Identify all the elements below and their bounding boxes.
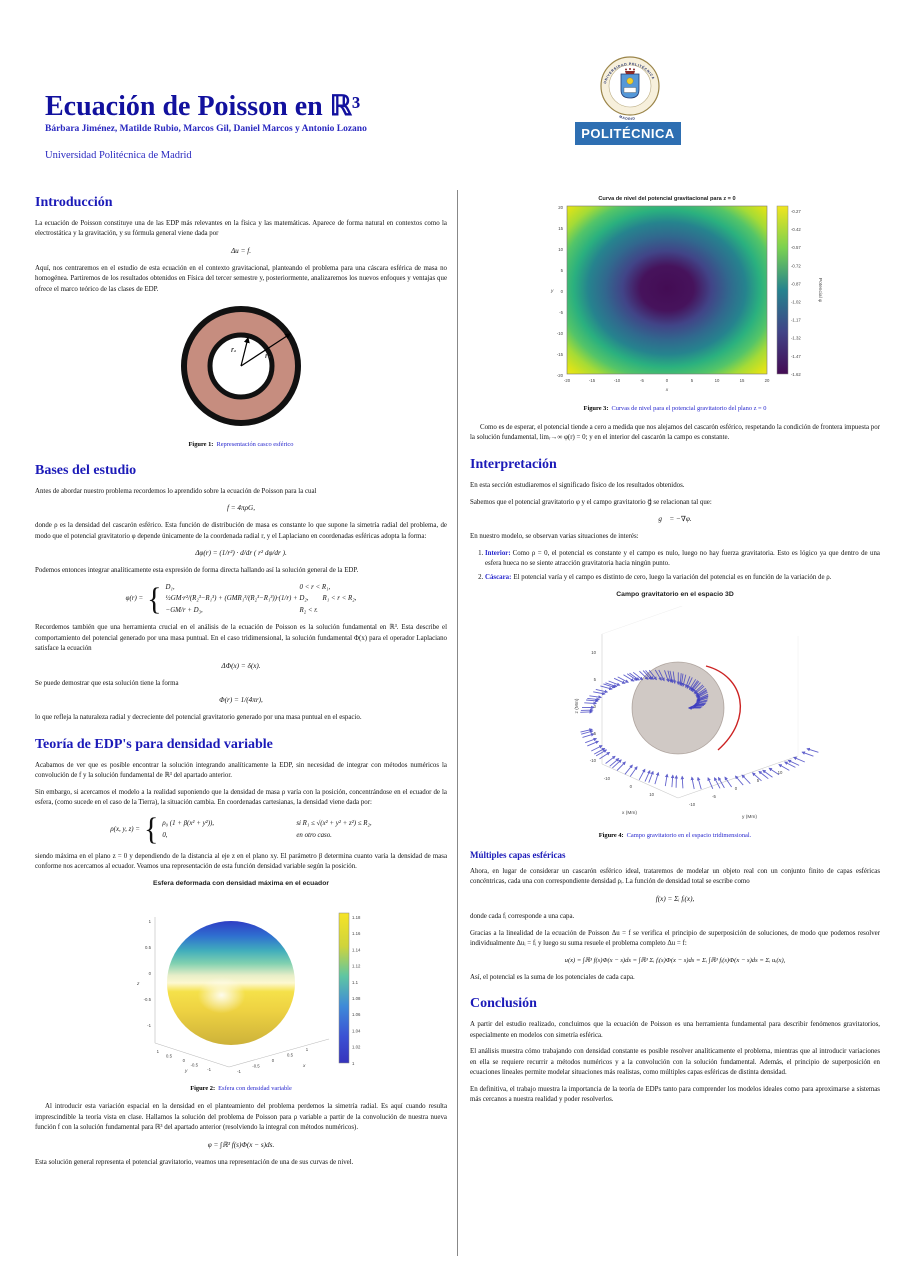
equation-sum-density: f(x) = Σᵢ fᵢ(x), — [655, 895, 695, 904]
interp-paragraph-2: Sabemos que el potencial gravitatorio φ y el campo gravitatorio g⃗ se relacionan tal que: — [470, 498, 712, 506]
equation-convolution: φ = ∫ℝ³ f(s)Φ(x − s)ds. — [207, 1140, 275, 1149]
column-divider — [457, 190, 458, 1256]
section-interpretacion: Interpretación — [470, 456, 557, 472]
svg-text:15: 15 — [739, 378, 745, 383]
svg-text:1: 1 — [352, 1061, 355, 1067]
x-axis-ticks — [564, 378, 770, 383]
svg-text:10: 10 — [777, 770, 783, 776]
svg-text:20: 20 — [558, 205, 563, 210]
x-axis-label: x — [665, 388, 669, 393]
svg-text:10: 10 — [558, 247, 563, 252]
interp-paragraph-0: Como es de esperar, el potencial tiende a cero a medida que nos alejamos del cascarón esférico, respetando la condición de frontera impuesta por la solución fundamental, limᵣ→∞ φ(r) = 0; y en el interior del cascarón la campo es constante. — [470, 423, 880, 442]
svg-text:-0.5: -0.5 — [190, 1062, 198, 1068]
conclusion-paragraph-1: A partir del estudio realizado, concluimos que la ecuación de Poisson es una herramienta fundamental para describir fenómenos gravitatorios, especialmente en modelos con simetría esférica. — [470, 1021, 880, 1039]
svg-text:-5: -5 — [559, 310, 563, 315]
equation-poisson: Δu = f. — [230, 247, 252, 256]
colorbar-label: Potencial φ — [817, 277, 822, 303]
svg-text:-1.62: -1.62 — [791, 371, 801, 377]
svg-text:0: 0 — [271, 1058, 275, 1064]
svg-text:10: 10 — [649, 792, 654, 798]
svg-text:-1.47: -1.47 — [791, 353, 801, 359]
conclusion-paragraph-3: En definitiva, el trabajo muestra la importancia de la teoría de EDPs tanto para comprender los modelos ideales como para aproximarse a sistemas más cercanos a nuestra realidad y poder resolverlos. — [470, 1085, 880, 1104]
svg-text:5: 5 — [756, 778, 760, 784]
figure-4 — [470, 606, 880, 828]
svg-text:MADRID — [619, 115, 636, 122]
svg-text:5: 5 — [560, 268, 563, 273]
intro-paragraph-2: Aquí, nos centraremos en el estudio de esta ecuación en el contexto gravitacional, planteando el problema para una cáscara esférica de masa no homogénea. Partiremos de los resultados obtenidos en Física del tercer semestre y, posteriormente, analizaremos los nuevos enfoques y ventajas que ofrece el marco teórico de las clases de EDP. — [35, 265, 447, 293]
sphere-density-plot — [111, 895, 371, 1077]
svg-text:0: 0 — [182, 1058, 185, 1064]
conclusion-paragraph-2: El análisis muestra cómo trabajando con densidad constante es posible resolver analíticamente el problema, mientras que al introducir variaciones en ella se requiere recurrir a métodos numéricos y a la convolución con la solución fundamental. Además, el principio de superposición en ecuaciones lineales permite modelar situaciones más realistas, como múltiples capas esféricas de distinta densidad. — [470, 1048, 880, 1077]
svg-text:-0.5: -0.5 — [143, 997, 151, 1003]
bases-paragraph-4: Recordemos también que una herramienta crucial en el análisis de la ecuación de Poisson es la solución fundamental en ℝ³. Esta describe el comportamiento del potencial generado por una masa puntual. En el caso tridimensional, la solución fundamental Φ(x) para el operador Laplaciano satisface la ecuación — [35, 624, 447, 652]
authors-line: Bárbara Jiménez, Matilde Rubio, Marcos Gil, Daniel Marcos y Antonio Lozano — [45, 124, 367, 135]
x-axis-ticks — [604, 776, 655, 797]
svg-text:0: 0 — [629, 784, 632, 790]
page-title: Ecuación de Poisson en ℝ³ — [45, 91, 361, 122]
svg-text:0.5: 0.5 — [166, 1053, 172, 1059]
gravity-field-plot — [510, 606, 840, 824]
svg-text:-0.72: -0.72 — [791, 263, 801, 269]
figure-3-caption: Figure 3: Curvas de nivel para el potencial gravitatorio del plano z = 0 — [583, 405, 767, 413]
teoria-paragraph-2: Sin embargo, si acercamos el modelo a la realidad suponiendo que la densidad de masa ρ varía con la posición, concentrándose en el ecuador de la esfera, (como sucede en el caso de la Tierra), la situación cambia. En coordenadas cartesianas, la densidad viene dada por: — [35, 788, 447, 807]
section-conclusion: Conclusión — [470, 996, 537, 1012]
teoria-paragraph-3: siendo máxima en el plano z = 0 y dependiendo de la distancia al eje z en el plano xy. El parámetro β determina cuanto varía la densidad de masa conforme nos acercamos al ecuador. Veamos una representación de esta función densidad variable según la posición. — [35, 853, 447, 871]
seal-top-text: UNIVERSIDAD POLITÉCNICA — [602, 61, 656, 85]
equation-f-4pirhoG: f = 4πρG, — [226, 504, 256, 513]
equation-laplacian-spherical: Δφ(r) = (1/r²) · d/dr ( r² dφ/dr ). — [195, 549, 287, 558]
svg-text:-10: -10 — [556, 331, 563, 336]
svg-text:1.08: 1.08 — [352, 996, 361, 1002]
colorbar — [777, 206, 788, 374]
svg-text:5: 5 — [690, 378, 694, 383]
multiples-paragraph-1: Ahora, en lugar de considerar un cascarón esférico ideal, trataremos de modelar un objeto real con un conjunto finito de capas esféricas concéntricas, cada una con correspondiente densidad ρᵢ. La función de densidad total se escribe como — [470, 867, 880, 886]
svg-text:0: 0 — [560, 289, 563, 294]
svg-text:1.12: 1.12 — [352, 964, 361, 970]
svg-text:-0.42: -0.42 — [791, 227, 801, 233]
bases-paragraph-1: Antes de abordar nuestro problema recordemos lo aprendido sobre la ecuación de Poisson para la cual — [35, 487, 317, 495]
section-introduccion: Introducción — [35, 195, 113, 210]
svg-text:1: 1 — [305, 1047, 309, 1053]
figure-2 — [35, 895, 447, 1081]
figure-2-title: Esfera deformada con densidad máxima en el ecuador — [152, 880, 330, 888]
teoria-paragraph-1: Acabamos de ver que es posible encontrar la solución integrando analíticamente la EDP, sin necesidad de integrar con métodos numéricos la convolución de f y la solución fundamental de ℝ³ del apartado anterior. — [35, 761, 447, 779]
right-column — [470, 190, 880, 1112]
svg-text:20: 20 — [764, 378, 770, 383]
r2-label: r₂ — [265, 352, 271, 360]
interp-paragraph-3: En nuestro modelo, se observan varias situaciones de interés: — [470, 533, 639, 541]
svg-text:0.5: 0.5 — [287, 1052, 293, 1058]
shell-diagram — [151, 302, 331, 434]
figure-3 — [470, 190, 880, 402]
svg-text:-10: -10 — [688, 802, 696, 808]
svg-text:-10: -10 — [603, 776, 610, 782]
contour-field — [567, 206, 767, 374]
figure-2-caption: Figure 2: Esfera con densidad variable — [190, 1084, 292, 1092]
postfig2-paragraph-2: Esta solución general representa el potencial gravitatorio, veamos una representación de una de sus curvas de nivel. — [35, 1158, 354, 1166]
svg-text:1.18: 1.18 — [352, 915, 361, 921]
interp-list — [485, 549, 880, 583]
postfig2-paragraph-1: Al introducir esta variación espacial en la densidad en el planteamiento del problema perdemos la simetría radial. Es aquí cuando resulta imprescindible la teoría vista en clase. Hallamos la solución del problema de Poisson para ρ variable a partir de la convolución de nuestra nueva función f con la solución fundamental para ℝ³ del apartado anterior (resolviendo la integral con métodos numéricos). — [35, 1103, 447, 1132]
y-axis-ticks — [689, 770, 783, 807]
interp-paragraph-1: En esta sección estudiaremos el significado físico de los resultados obtenidos. — [470, 481, 685, 489]
z-axis-ticks — [144, 919, 152, 1028]
section-multiples-capas: Múltiples capas esféricas — [470, 850, 566, 861]
svg-text:-1: -1 — [207, 1067, 211, 1073]
z-axis-ticks — [590, 650, 597, 763]
equation-gradient: g⃗ = −∇φ. — [658, 515, 692, 524]
svg-text:-10: -10 — [613, 378, 621, 383]
section-bases: Bases del estudio — [35, 462, 137, 478]
svg-text:-5: -5 — [592, 731, 596, 737]
svg-text:1: 1 — [148, 919, 151, 925]
svg-text:-1.32: -1.32 — [791, 335, 801, 341]
svg-text:1.02: 1.02 — [352, 1045, 361, 1051]
svg-text:1.1: 1.1 — [352, 980, 358, 986]
multiples-paragraph-3: Gracias a la linealidad de la ecuación de Poisson Δu = f se verifica el principio de superposición de soluciones, de modo que podemos resolver individualmente Δuᵢ = fᵢ y luego su suma resuele el problema completo Δu = f: — [470, 929, 880, 948]
svg-text:-0.27: -0.27 — [791, 209, 801, 214]
svg-text:-1: -1 — [237, 1069, 241, 1075]
colorbar-ticks — [352, 915, 361, 1066]
x-axis-label: x — [303, 1064, 306, 1070]
svg-text:-0.57: -0.57 — [791, 245, 801, 251]
equation-delta-dirac: ΔΦ(x) = δ(x). — [221, 661, 261, 670]
figure-4-title: Campo gravitatorio en el espacio 3D — [616, 591, 734, 599]
svg-text:-1.02: -1.02 — [791, 299, 801, 305]
bases-paragraph-6: lo que refleja la naturaleza radial y decreciente del potencial gravitatorio generado por una masa puntual en el espacio. — [35, 714, 362, 722]
svg-text:-0.87: -0.87 — [791, 281, 801, 287]
svg-text:-15: -15 — [556, 352, 563, 357]
figure-1 — [35, 302, 447, 438]
svg-text:-5: -5 — [712, 794, 716, 800]
svg-text:0: 0 — [593, 704, 596, 710]
svg-text:-20: -20 — [556, 373, 563, 378]
y-axis-label: y — [551, 289, 554, 294]
seal-bottom-text: MADRID — [618, 114, 636, 122]
svg-text:-1.17: -1.17 — [791, 317, 801, 323]
contour-plot — [525, 190, 825, 398]
y-axis-label: y — [185, 1069, 188, 1075]
figure-3-plot-title: Curva de nivel del potencial gravitacional para z = 0 — [598, 196, 736, 202]
intro-paragraph-1: La ecuación de Poisson constituye una de las EDP más relevantes en la física y las matemáticas. Aparece de forma natural en contextos como la electrostática y la gravitación, y su fórmula general viene dada por — [35, 220, 447, 238]
figure-4-caption: Figure 4: Campo gravitatorio en el espacio tridimensional. — [598, 831, 752, 839]
x-axis-ticks — [237, 1047, 309, 1074]
svg-text:15: 15 — [558, 226, 563, 231]
section-teoria: Teoría de EDP's para densidad variable — [35, 736, 273, 752]
r1-label: r₁ — [231, 346, 237, 354]
equation-phi-piecewise: φ(r) = { D₁, 0 < r < R₁, ½GM·r²/(R₂³−R₁³) + (GMR₁³/(R₂³−R₁³))·(1/r) + D₂, R₁ < r < R₂, −GM/r + D₃, R₂ < r. — [125, 581, 357, 617]
politecnica-banner — [575, 122, 681, 145]
z-axis-label: z (Mm) — [575, 698, 580, 714]
svg-text:0: 0 — [665, 378, 669, 383]
bases-paragraph-2: donde ρ es la densidad del cascarón esférico. Esta función de distribución de masa es constante lo que supone la simetría radial del problema, de modo que el potencial gravitatorio φ depende únicamente de la coordenada radial r, y el Laplaciano en coordenadas esféricas adopta la forma: — [35, 522, 447, 540]
svg-text:0: 0 — [734, 786, 738, 792]
banner-label: POLITÉCNICA — [581, 126, 675, 141]
svg-text:-20: -20 — [563, 378, 571, 383]
svg-text:10: 10 — [591, 650, 596, 656]
y-axis-label: y (Mm) — [742, 815, 757, 821]
svg-text:0: 0 — [148, 971, 151, 977]
svg-text:1: 1 — [156, 1049, 159, 1055]
left-column — [35, 192, 447, 1175]
list-item-cascara: 2. Cáscara: El potencial varía y el campo es distinto de cero, luego la variación del potencial es en función de la variación de ρ. — [485, 573, 880, 583]
svg-text:-15: -15 — [588, 378, 596, 383]
svg-text:5: 5 — [593, 677, 596, 683]
list-item-interior: 1. Interior: Como ρ = 0, el potencial es constante y el campo es nulo, luego no hay fuerza gravitatoria. Esto es lógico ya que dentro de una esfera hueca no se siente atracción gravitatoria hacia ningún punto. — [485, 549, 880, 570]
svg-text:1.06: 1.06 — [352, 1012, 361, 1018]
svg-text:-10: -10 — [589, 758, 596, 764]
svg-text:1.16: 1.16 — [352, 931, 361, 937]
poster-header — [45, 92, 515, 161]
equation-rho-piecewise: ρ(x, y, z) = { ρ₀ (1 + β(x² + y²)), si R₁ ≤ √(x² + y² + z²) ≤ R₂, 0, en otro caso. — [110, 812, 372, 847]
figure-1-caption: Figure 1: Representación casco esférico — [188, 440, 294, 448]
svg-text:-5: -5 — [640, 378, 644, 383]
z-axis-label: z — [137, 982, 140, 988]
svg-text:-0.5: -0.5 — [252, 1063, 260, 1069]
bases-paragraph-5: Se puede demostrar que esta solución tiene la forma — [35, 679, 179, 687]
x-axis-label: x (Mm) — [622, 811, 637, 817]
equation-fundamental-solution: Φ(r) = 1/(4πr), — [219, 696, 263, 705]
multiples-paragraph-4: Así, el potencial es la suma de los potenciales de cada capa. — [470, 973, 635, 981]
svg-text:1.04: 1.04 — [352, 1028, 361, 1034]
y-axis-ticks — [557, 205, 564, 378]
bases-paragraph-3: Podemos entonces integrar analíticamente esta expresión de forma directa hallando así la solución general de la EDP. — [35, 567, 359, 575]
svg-text:1.14: 1.14 — [352, 947, 361, 953]
multiples-paragraph-2: donde cada fᵢ corresponde a una capa. — [470, 912, 575, 920]
colorbar-ticks — [791, 209, 801, 377]
affiliation: Universidad Politécnica de Madrid — [45, 150, 192, 162]
svg-text:0.5: 0.5 — [145, 945, 151, 951]
svg-text:-1: -1 — [147, 1023, 151, 1029]
svg-text:10: 10 — [714, 378, 720, 383]
colorbar — [339, 913, 349, 1063]
equation-superposition: u(x) = ∫ℝ³ f(s)Φ(x − s)ds = ∫ℝ³ Σᵢ fᵢ(s)Φ(x − s)ds = Σᵢ ∫ℝ³ fᵢ(s)Φ(x − s)ds = Σᵢ uᵢ(x), — [564, 956, 786, 964]
